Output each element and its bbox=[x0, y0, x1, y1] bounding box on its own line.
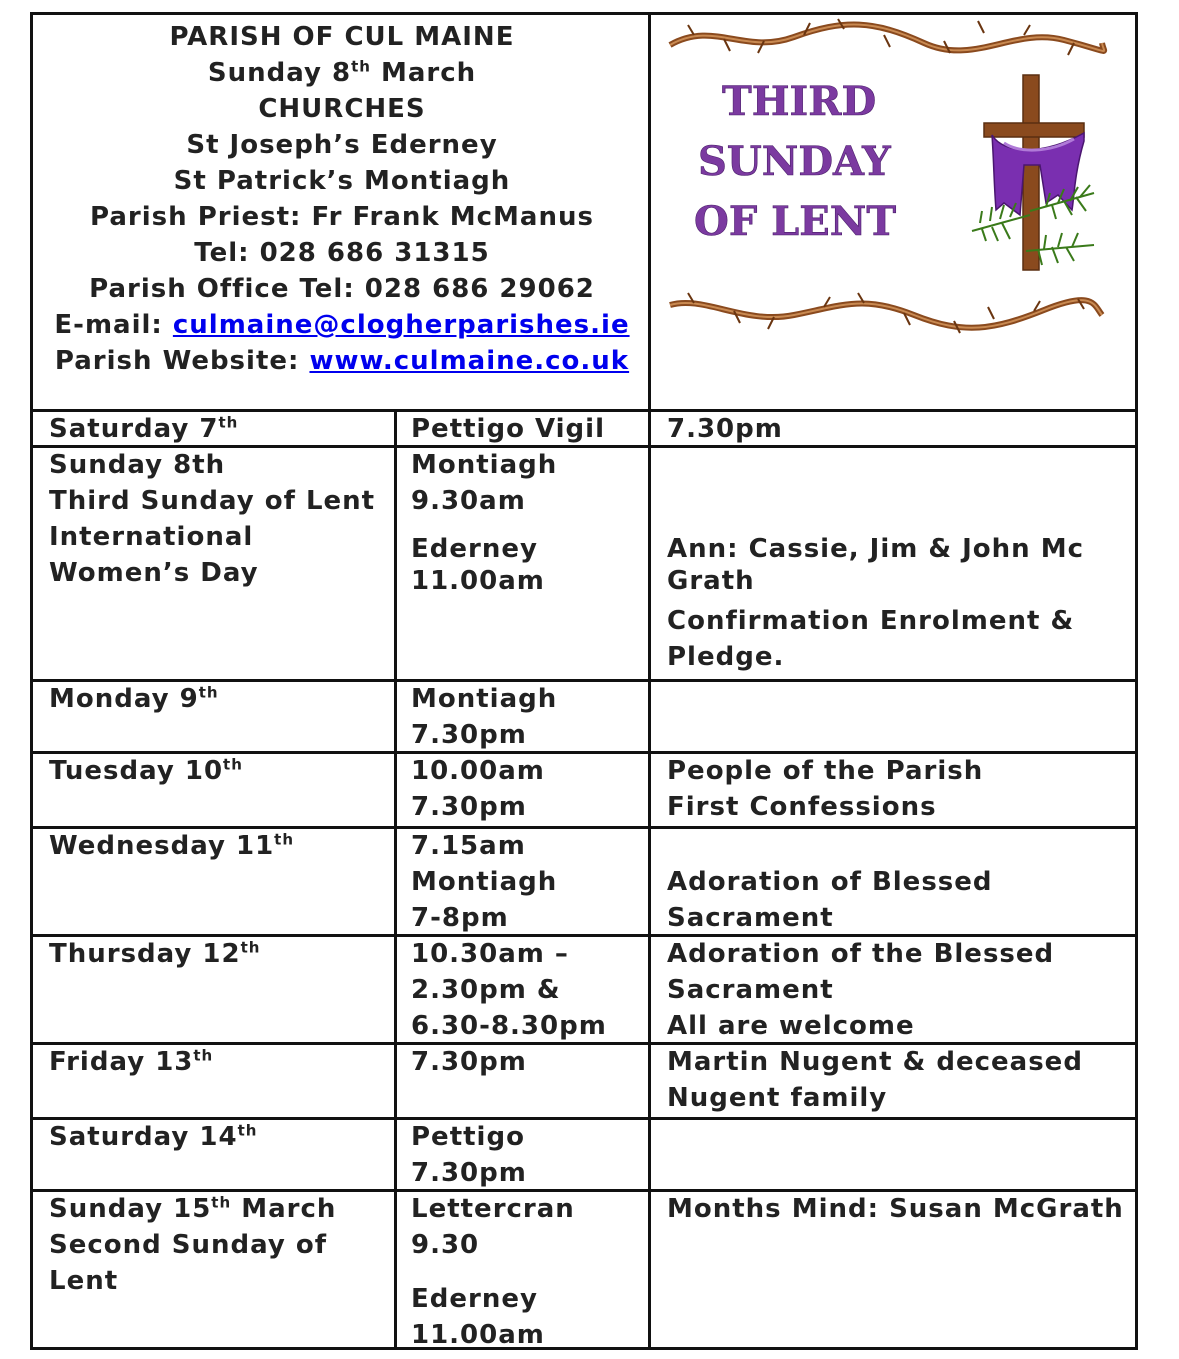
banner-line-2: SUNDAY bbox=[698, 138, 891, 185]
parish-priest: Parish Priest: Fr Frank McManus bbox=[90, 202, 594, 232]
day-tuesday-10: Tuesday 10th bbox=[49, 755, 243, 786]
website-line: Parish Website: www.culmaine.co.uk bbox=[54, 346, 630, 376]
email-line: E-mail: culmaine@clogherparishes.ie bbox=[54, 310, 630, 340]
monday-mass: Montiagh 7.30pm bbox=[411, 684, 558, 750]
tuesday-times: 10.00am 7.30pm bbox=[411, 756, 545, 822]
day-saturday-7: Saturday 7th bbox=[49, 413, 239, 444]
telephone: Tel: 028 686 31315 bbox=[194, 238, 490, 268]
day-wednesday-11: Wednesday 11th bbox=[49, 830, 295, 861]
thursday-times: 10.30am – 2.30pm & 6.30-8.30pm bbox=[411, 939, 607, 1041]
office-telephone: Parish Office Tel: 028 686 29062 bbox=[89, 274, 595, 304]
sunday-15-mass-times: Lettercran 9.30 Ederney 11.00am bbox=[411, 1194, 575, 1350]
day-thursday-12: Thursday 12th bbox=[49, 938, 261, 969]
day-saturday-14: Saturday 14th bbox=[49, 1121, 258, 1152]
bulletin-date: Sunday 8th March bbox=[207, 57, 477, 88]
wednesday-events: Adoration of Blessed Sacrament bbox=[667, 867, 993, 933]
parish-name: PARISH OF CUL MAINE bbox=[169, 22, 515, 52]
day-sunday-8: Sunday 8th Third Sunday of Lent International Women’s Day bbox=[49, 450, 376, 588]
thorn-vine-bottom-icon bbox=[670, 293, 1102, 333]
col-divider-1 bbox=[394, 409, 397, 1350]
mass-time: 7.30pm bbox=[667, 414, 783, 444]
lent-banner-illustration bbox=[654, 15, 1135, 409]
churches-label: CHURCHES bbox=[258, 94, 426, 124]
church-ederney: St Joseph’s Ederney bbox=[186, 130, 498, 160]
church-montiagh: St Patrick’s Montiagh bbox=[173, 166, 511, 196]
email-link[interactable]: culmaine@clogherparishes.ie bbox=[172, 310, 630, 340]
banner-line-3: OF LENT bbox=[694, 198, 897, 245]
website-link[interactable]: www.culmaine.co.uk bbox=[309, 346, 630, 376]
thorn-vine-top-icon bbox=[670, 19, 1104, 55]
thursday-events: Adoration of the Blessed Sacrament All are welcome bbox=[667, 939, 1055, 1041]
parish-bulletin-table bbox=[30, 12, 1138, 1350]
sunday-mass-times: Montiagh 9.30am Ederney 11.00am bbox=[411, 450, 558, 596]
sunday-intentions: Ann: Cassie, Jim & John Mc Grath Confirmation Enrolment & Pledge. bbox=[667, 534, 1084, 672]
friday-intention: Martin Nugent & deceased Nugent family bbox=[667, 1047, 1083, 1113]
wednesday-times: 7.15am Montiagh 7-8pm bbox=[411, 831, 558, 933]
tuesday-events: People of the Parish First Confessions bbox=[667, 756, 984, 822]
third-sunday-of-lent-banner bbox=[654, 15, 1135, 409]
day-sunday-15: Sunday 15th March Second Sunday of Lent bbox=[49, 1193, 337, 1296]
saturday-14-mass: Pettigo 7.30pm bbox=[411, 1122, 527, 1188]
months-mind: Months Mind: Susan McGrath bbox=[667, 1194, 1124, 1224]
friday-time: 7.30pm bbox=[411, 1047, 527, 1077]
mass-location: Pettigo Vigil bbox=[411, 414, 605, 444]
day-monday-9: Monday 9th bbox=[49, 683, 219, 714]
day-friday-13: Friday 13th bbox=[49, 1046, 214, 1077]
parish-header bbox=[33, 15, 651, 409]
banner-line-1: THIRD bbox=[722, 78, 877, 125]
